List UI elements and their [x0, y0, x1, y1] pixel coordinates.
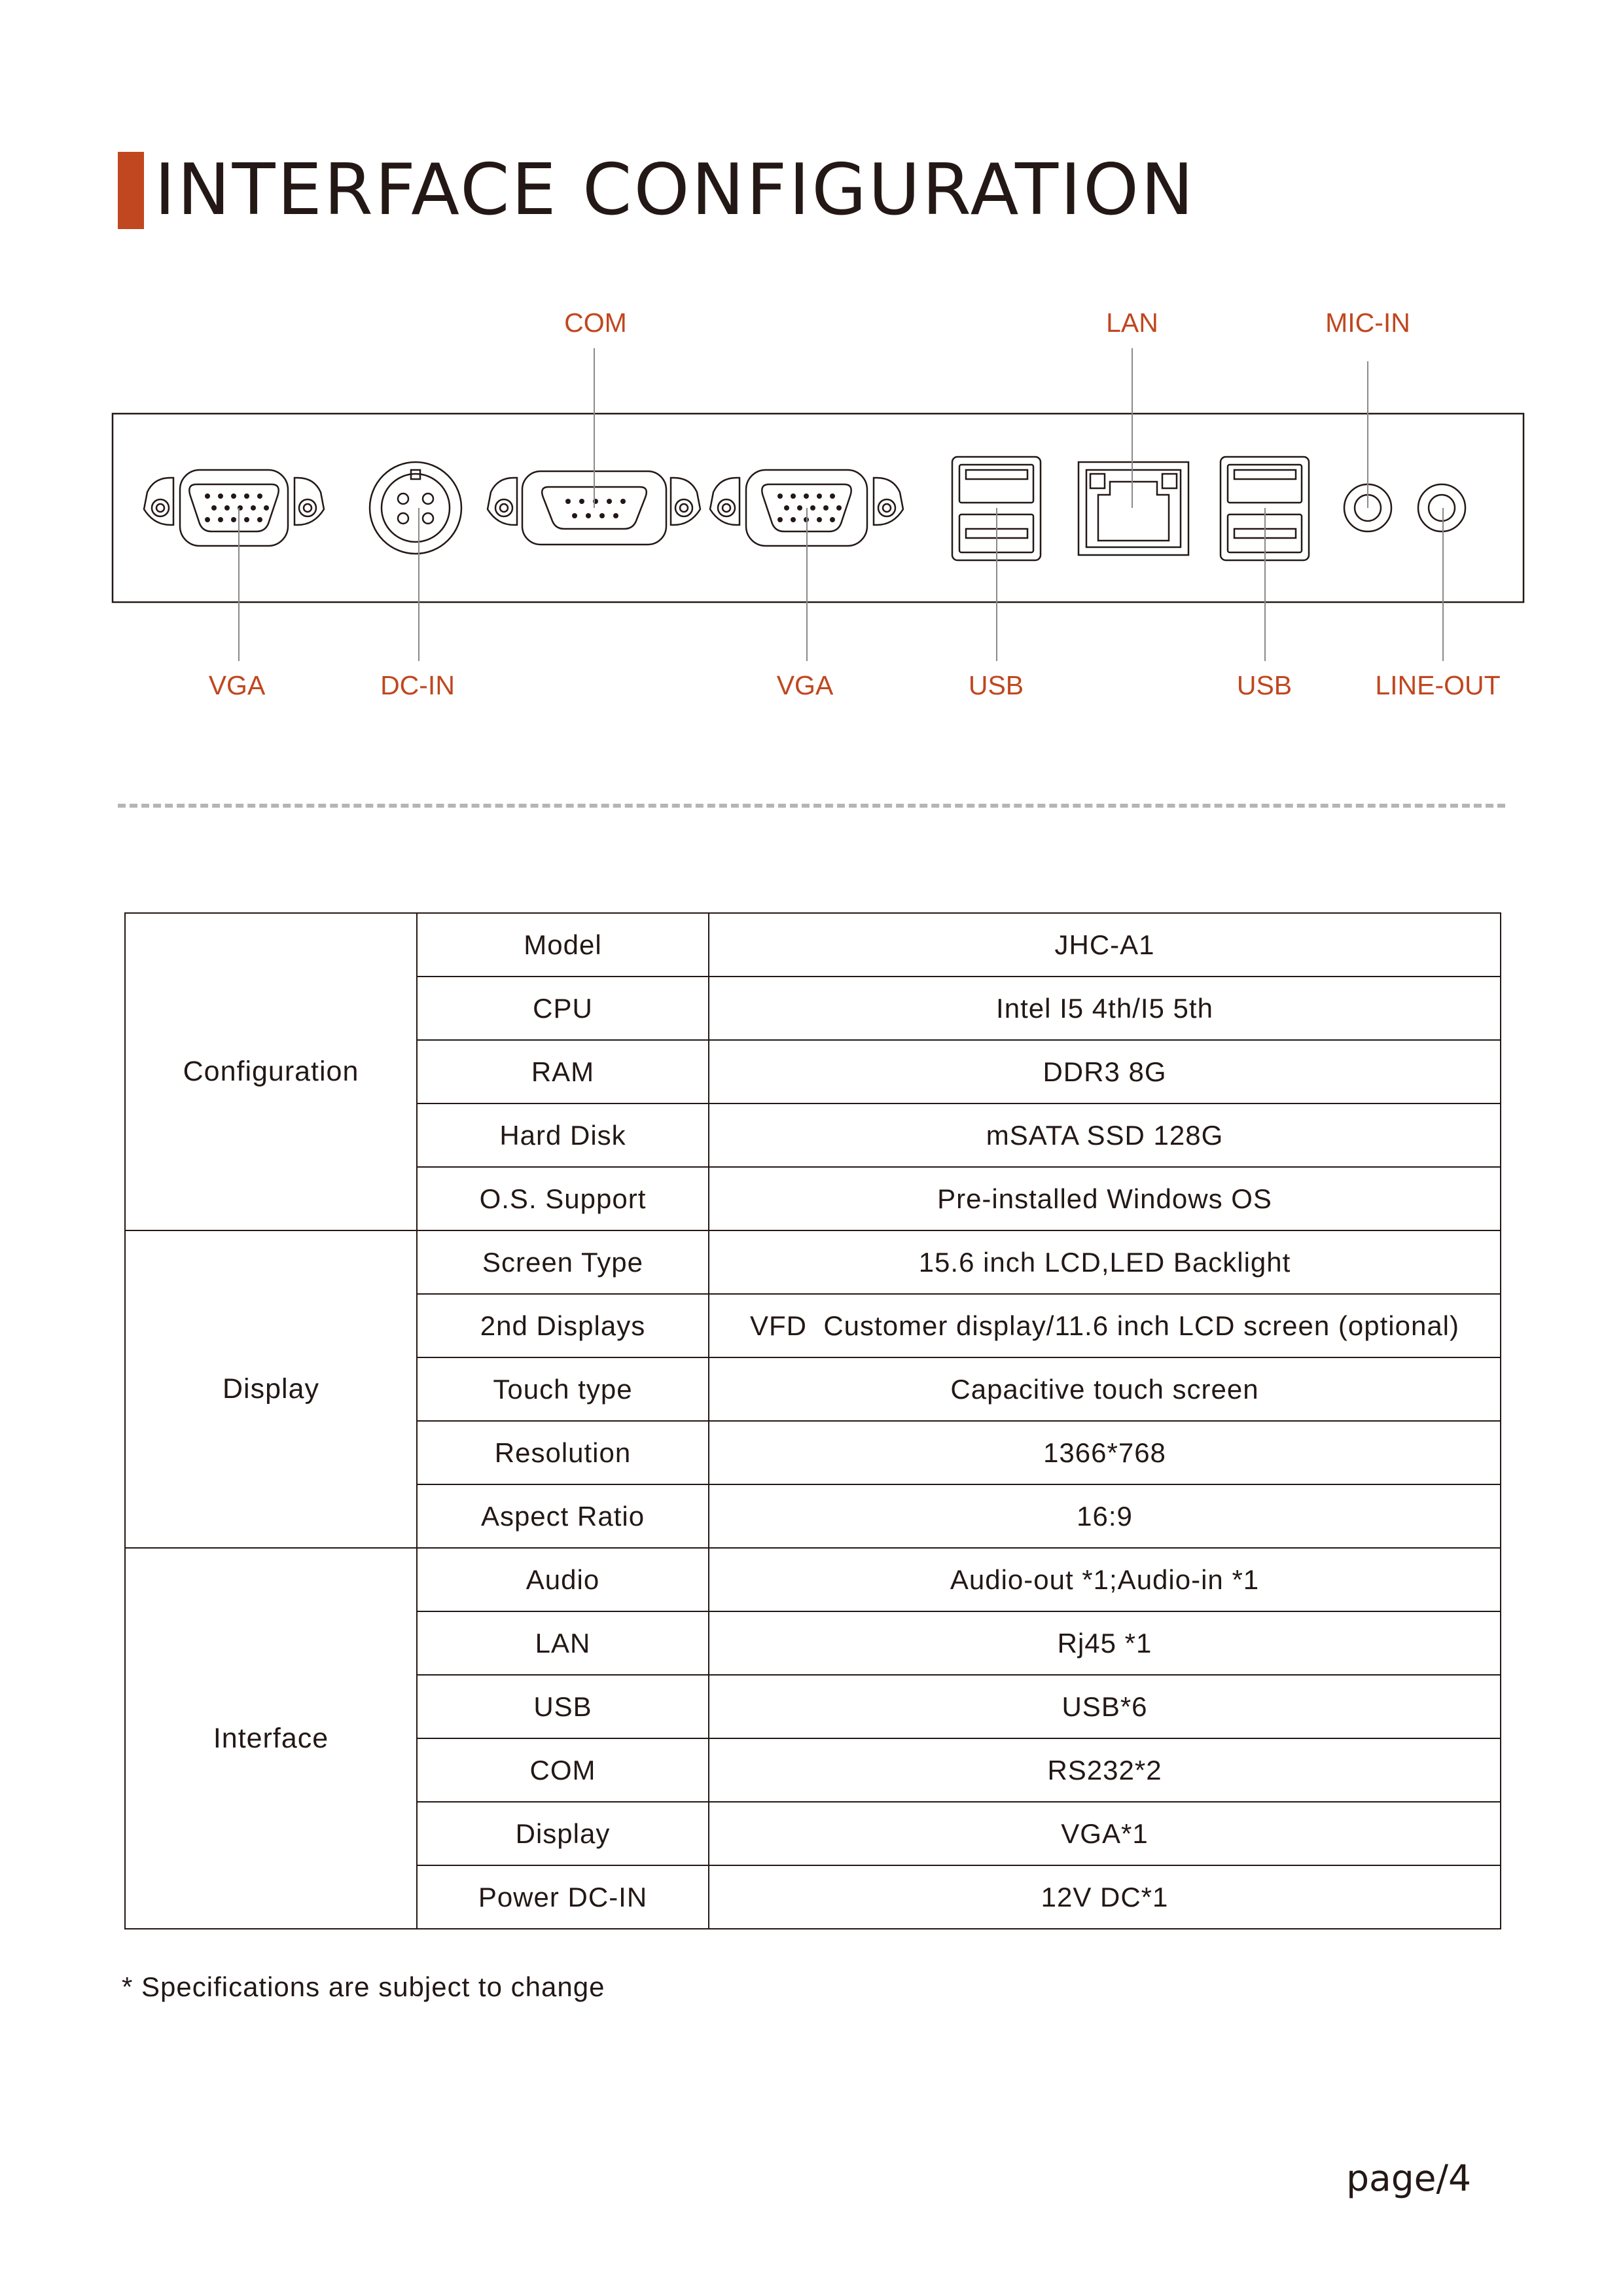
port-label-com: COM	[564, 308, 627, 338]
spec-label: RAM	[417, 1040, 709, 1103]
spec-value: Rj45 *1	[709, 1611, 1501, 1675]
section-divider	[118, 804, 1505, 808]
spec-value: 15.6 inch LCD,LED Backlight	[709, 1230, 1501, 1294]
spec-value: Audio-out *1;Audio-in *1	[709, 1548, 1501, 1611]
table-row	[125, 1548, 1501, 1611]
spec-label: CPU	[417, 977, 709, 1040]
spec-value: USB*6	[709, 1675, 1501, 1738]
port-label-usb: USB	[968, 670, 1024, 700]
spec-value: mSATA SSD 128G	[709, 1103, 1501, 1167]
spec-label: Model	[417, 913, 709, 977]
spec-label: O.S. Support	[417, 1167, 709, 1230]
dc-in-port-icon	[370, 462, 461, 554]
spec-label: LAN	[417, 1611, 709, 1675]
page-number: page/4	[1346, 2157, 1471, 2199]
spec-value: VGA*1	[709, 1802, 1501, 1865]
port-label-dc-in: DC-IN	[380, 670, 455, 700]
category-cell: Interface	[125, 1548, 417, 1929]
spec-label: Display	[417, 1802, 709, 1865]
port-label-mic-in: MIC-IN	[1325, 308, 1410, 338]
spec-value: JHC-A1	[709, 913, 1501, 977]
spec-label: Power DC-IN	[417, 1865, 709, 1929]
lan-port-icon	[1079, 462, 1188, 555]
spec-value: 16:9	[709, 1484, 1501, 1548]
spec-label: Audio	[417, 1548, 709, 1611]
spec-value: DDR3 8G	[709, 1040, 1501, 1103]
footnote: * Specifications are subject to change	[122, 1971, 605, 2002]
spec-label: Screen Type	[417, 1230, 709, 1294]
spec-value: VFD Customer display/11.6 inch LCD screen (optional)	[709, 1294, 1501, 1357]
spec-label: COM	[417, 1738, 709, 1802]
spec-label: Resolution	[417, 1421, 709, 1484]
port-label-line-out: LINE-OUT	[1375, 670, 1501, 700]
spec-value: 12V DC*1	[709, 1865, 1501, 1929]
spec-label: 2nd Displays	[417, 1294, 709, 1357]
port-label-usb: USB	[1236, 670, 1293, 700]
spec-value: 1366*768	[709, 1421, 1501, 1484]
spec-label: Touch type	[417, 1357, 709, 1421]
table-row	[125, 913, 1501, 977]
port-label-vga: VGA	[776, 670, 834, 700]
spec-value: RS232*2	[709, 1738, 1501, 1802]
spec-table	[124, 912, 1501, 1929]
spec-value: Capacitive touch screen	[709, 1357, 1501, 1421]
table-row	[125, 1230, 1501, 1294]
port-label-vga: VGA	[208, 670, 266, 700]
spec-value: Intel I5 4th/I5 5th	[709, 977, 1501, 1040]
vga-port-icon	[144, 470, 324, 546]
port-label-lan: LAN	[1106, 308, 1158, 338]
category-cell: Configuration	[125, 913, 417, 1230]
line-out-jack-icon	[1418, 484, 1465, 531]
spec-value: Pre-installed Windows OS	[709, 1167, 1501, 1230]
port-diagram	[0, 0, 1623, 720]
spec-label: USB	[417, 1675, 709, 1738]
spec-label: Aspect Ratio	[417, 1484, 709, 1548]
page-title: INTERFACE CONFIGURATION	[154, 149, 1196, 231]
spec-label: Hard Disk	[417, 1103, 709, 1167]
category-cell: Display	[125, 1230, 417, 1548]
